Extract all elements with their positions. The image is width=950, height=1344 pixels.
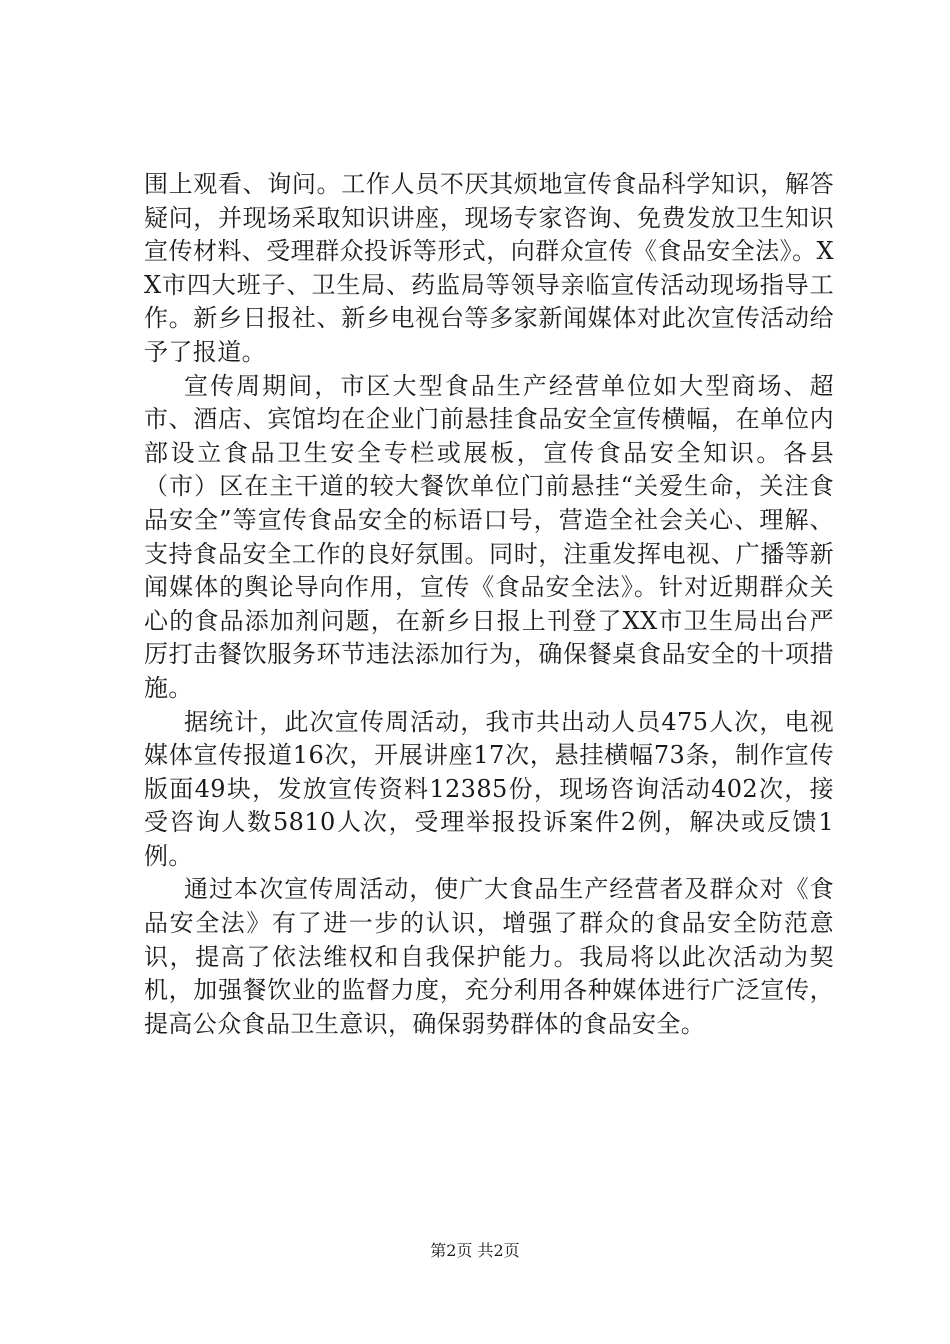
document-body <box>144 168 834 1041</box>
paragraph-conclusion: 通过本次宣传周活动，使广大食品生产经营者及群众对《食品安全法》有了进一步的认识，增强了群众的食品安全防范意识，提高了依法维权和自我保护能力。我局将以此次活动为契机，加强餐饮业的监督力度，充分利用各种媒体进行广泛宣传，提高公众食品卫生意识，确保弱势群体的食品安全。 <box>144 875 834 1038</box>
paragraph-publicity-week: 宣传周期间，市区大型食品生产经营单位如大型商场、超市、酒店、宾馆均在企业门前悬挂食品安全宣传横幅，在单位内部设立食品卫生安全专栏或展板，宣传食品安全知识。各县（市）区在主干道的较大餐饮单位门前悬挂“关爱生命，关注食品安全”等宣传食品安全的标语口号，营造全社会关心、理解、支持食品安全工作的良好氛围。同时，注重发挥电视、广播等新闻媒体的舆论导向作用，宣传《食品安全法》。针对近期群众关心的食品添加剂问题，在新乡日报上刊登了XX市卫生局出台严厉打击餐饮服务环节违法添加行为，确保餐桌食品安全的十项措施。 <box>144 371 834 702</box>
paragraph-statistics: 据统计，此次宣传周活动，我市共出动人员475人次，电视媒体宣传报道16次，开展讲座17次，悬挂横幅73条，制作宣传版面49块，发放宣传资料12385份，现场咨询活动402次，接受咨询人数5810人次，受理举报投诉案件2例，解决或反馈1例。 <box>144 707 834 870</box>
page-number-footer: 第2页 共2页 <box>430 1241 520 1260</box>
paragraph-continued: 围上观看、询问。工作人员不厌其烦地宣传食品科学知识，解答疑问，并现场采取知识讲座，现场专家咨询、免费发放卫生知识宣传材料、受理群众投诉等形式，向群众宣传《食品安全法》。XX市四大班子、卫生局、药监局等领导亲临宣传活动现场指导工作。新乡日报社、新乡电视台等多家新闻媒体对此次宣传活动给予了报道。 <box>144 170 834 366</box>
